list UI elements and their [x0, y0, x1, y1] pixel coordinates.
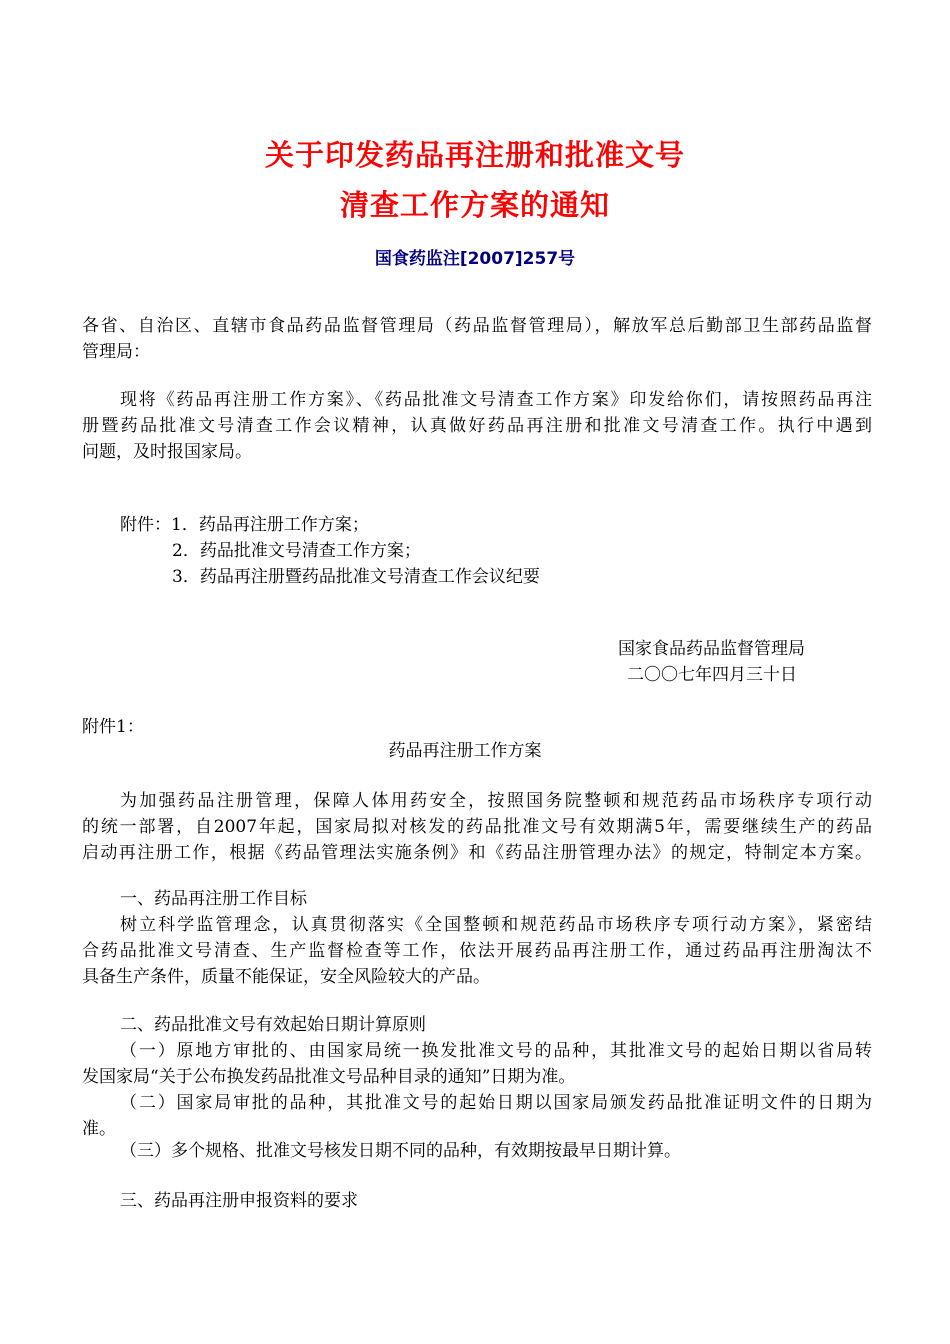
- intro-line-2: 的统一部署，自2007年起，国家局拟对核发的药品批准文号有效期满5年，需要继续生产的药品: [82, 817, 872, 837]
- addressee-line-2: 管理局：: [82, 342, 150, 362]
- attachment-item-2: 2．药品批准文号清查工作方案；: [172, 541, 421, 561]
- section-2-p2-line-2: 准。: [82, 1119, 116, 1139]
- document-number: 国食药监注[2007]257号: [374, 249, 576, 269]
- intro-line-1: 为加强药品注册管理，保障人体用药安全，按照国务院整顿和规范药品市场秩序专项行动: [120, 791, 872, 811]
- body-line-3: 问题，及时报国家局。: [82, 442, 252, 462]
- title-line-1: 关于印发药品再注册和批准文号: [264, 138, 685, 172]
- signature-date: 二〇〇七年四月三十日: [627, 665, 797, 685]
- section-1-line-1: 树立科学监管理念，认真贯彻落实《全国整顿和规范药品市场秩序专项行动方案》，紧密结: [120, 915, 872, 935]
- section-2-p1-line-2: 发国家局“关于公布换发药品批准文号品种目录的通知”日期为准。: [82, 1067, 576, 1087]
- signature-org: 国家食品药品监督管理局: [618, 639, 805, 659]
- section-1-line-2: 合药品批准文号清查、生产监督检查等工作，依法开展药品再注册工作，通过药品再注册淘汰不: [82, 941, 872, 961]
- title-line-2: 清查工作方案的通知: [339, 188, 610, 222]
- body-line-2: 册暨药品批准文号清查工作会议精神，认真做好药品再注册和批准文号清查工作。执行中遇到: [82, 416, 872, 436]
- intro-line-3: 启动再注册工作，根据《药品管理法实施条例》和《药品注册管理办法》的规定，特制定本方案。: [82, 843, 872, 863]
- appendix-title: 药品再注册工作方案: [388, 741, 542, 761]
- attachment-item-1: 附件：1．药品再注册工作方案；: [120, 515, 369, 535]
- addressee-line-1: 各省、自治区、直辖市食品药品监督管理局（药品监督管理局），解放军总后勤部卫生部药品监督: [82, 316, 872, 336]
- section-1-heading: 一、药品再注册工作目标: [120, 889, 307, 909]
- section-2-p1-line-1: （一）原地方审批的、由国家局统一换发批准文号的品种，其批准文号的起始日期以省局转: [120, 1041, 872, 1061]
- section-2-heading: 二、药品批准文号有效起始日期计算原则: [120, 1015, 426, 1035]
- attachment-item-3: 3．药品再注册暨药品批准文号清查工作会议纪要: [172, 567, 540, 587]
- section-1-line-3: 具备生产条件，质量不能保证，安全风险较大的产品。: [82, 967, 490, 987]
- appendix-label: 附件1：: [82, 717, 144, 737]
- body-line-1: 现将《药品再注册工作方案》、《药品批准文号清查工作方案》印发给你们，请按照药品再注: [120, 390, 872, 410]
- section-2-p3: （三）多个规格、批准文号核发日期不同的品种，有效期按最早日期计算。: [120, 1141, 681, 1161]
- section-3-heading: 三、药品再注册申报资料的要求: [120, 1191, 358, 1211]
- section-2-p2-line-1: （二）国家局审批的品种，其批准文号的起始日期以国家局颁发药品批准证明文件的日期为: [120, 1093, 872, 1113]
